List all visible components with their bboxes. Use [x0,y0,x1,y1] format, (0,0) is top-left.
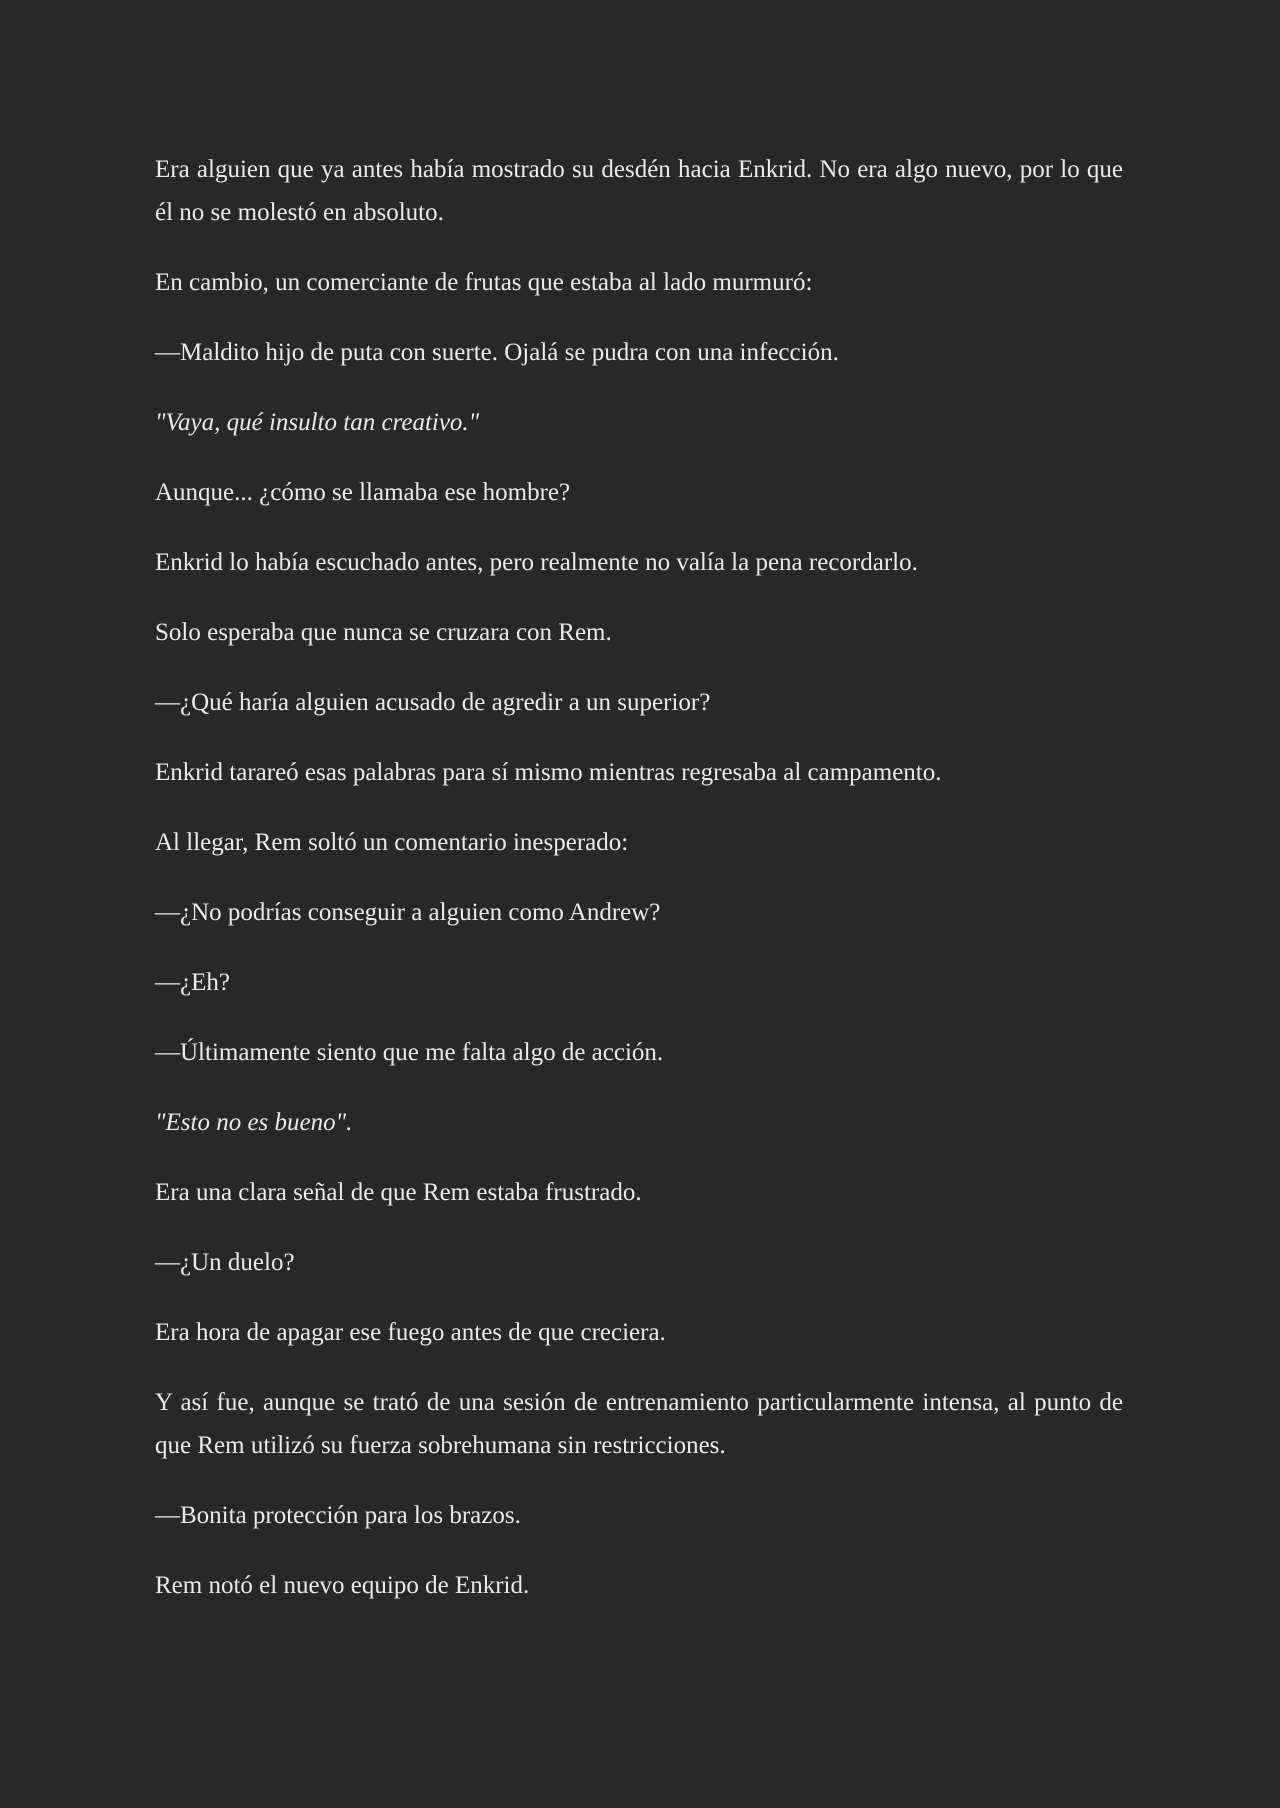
paragraph: Al llegar, Rem soltó un comentario inesperado: [155,829,629,856]
paragraph: Y así fue, aunque se trató de una sesión de entrenamiento particularmente intensa, al punto de que Rem utilizó su fuerza sobrehumana sin restricciones. [155,1389,1123,1459]
paragraph: En cambio, un comerciante de frutas que estaba al lado murmuró: [155,269,813,296]
paragraph-dialogue: —¿No podrías conseguir a alguien como Andrew? [155,899,661,926]
paragraph: Solo esperaba que nunca se cruzara con Rem. [155,619,612,646]
paragraph-dialogue: —¿Qué haría alguien acusado de agredir a un superior? [155,689,711,716]
paragraph: Era una clara señal de que Rem estaba frustrado. [155,1179,642,1206]
paragraph-thought: "Esto no es bueno". [155,1109,353,1136]
reading-content [155,148,1123,1634]
paragraph: Era alguien que ya antes había mostrado su desdén hacia Enkrid. No era algo nuevo, por lo que él no se molestó en absoluto. [155,156,1123,226]
paragraph: Enkrid lo había escuchado antes, pero realmente no valía la pena recordarlo. [155,549,918,576]
paragraph-dialogue: —¿Un duelo? [155,1249,295,1276]
paragraph-dialogue: —Maldito hijo de puta con suerte. Ojalá se pudra con una infección. [155,339,839,366]
paragraph: Aunque... ¿cómo se llamaba ese hombre? [155,479,571,506]
paragraph-thought: "Vaya, qué insulto tan creativo." [155,409,480,436]
paragraph: Era hora de apagar ese fuego antes de que creciera. [155,1319,666,1346]
paragraph: Rem notó el nuevo equipo de Enkrid. [155,1572,530,1599]
paragraph-dialogue: —Bonita protección para los brazos. [155,1502,521,1529]
paragraph-dialogue: —Últimamente siento que me falta algo de acción. [155,1039,664,1066]
paragraph-dialogue: —¿Eh? [155,969,230,996]
paragraph: Enkrid tarareó esas palabras para sí mismo mientras regresaba al campamento. [155,759,942,786]
